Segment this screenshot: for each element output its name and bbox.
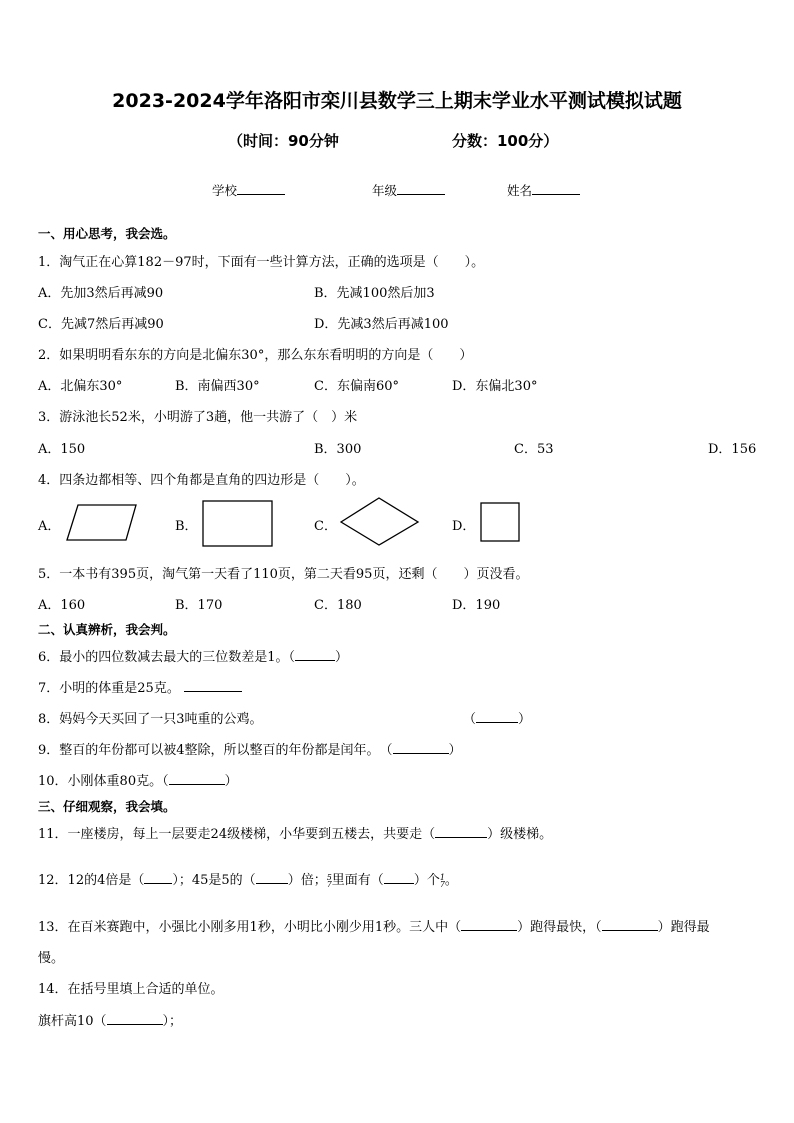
question-2: 2．如果明明看东东的方向是北偏东30°，那么东东看明明的方向是（ ）: [38, 348, 473, 363]
q7-text: 7．小明的体重是25克。: [38, 681, 180, 696]
q12-part6: 。: [444, 873, 458, 888]
fraction-1-7-den: 7: [439, 879, 445, 889]
rectangle-shape: [202, 500, 274, 548]
fraction-5-7-num: 5: [326, 872, 332, 882]
q3-option-b[interactable]: B．300: [314, 442, 362, 457]
question-8: [38, 708, 263, 727]
q10-text: 10．小刚体重80克。（: [38, 774, 169, 789]
question-9: [38, 739, 462, 758]
q1-option-d[interactable]: D．先减3然后再减100: [314, 317, 449, 332]
school-label: 学校: [212, 183, 238, 198]
question-4: 4．四条边都相等、四个角都是直角的四边形是（ ）。: [38, 473, 365, 488]
q13-part1: 13．在百米赛跑中，小强比小刚多用1秒，小明比小刚少用1秒。三人中（: [38, 920, 462, 935]
question-12: [38, 869, 458, 888]
question-5: 5．一本书有395页，淘气第一天看了110页，第二天看95页，还剩（ ）页没看。: [38, 567, 529, 582]
q14-item1-blank[interactable]: [107, 1012, 163, 1025]
question-6: [38, 646, 348, 665]
page-title: 2023-2024学年洛阳市栾川县数学三上期末学业水平测试模拟试题: [112, 90, 682, 112]
q5-option-b[interactable]: B．170: [175, 598, 223, 613]
q9-answer-blank[interactable]: [393, 741, 449, 754]
q14-item1-text: 旗杆高10（: [38, 1014, 107, 1029]
q10-close: ）: [224, 774, 238, 789]
q12-part5: ）个: [413, 873, 440, 888]
q2-option-b[interactable]: B．南偏西30°: [175, 379, 260, 394]
question-10: [38, 770, 238, 789]
q14-item1-close: ）；: [162, 1014, 183, 1029]
q7-answer-blank[interactable]: [184, 679, 242, 692]
q5-option-a[interactable]: A．160: [38, 598, 86, 613]
question-3: 3．游泳池长52米，小明游了3趟，他一共游了（ ）米: [38, 410, 358, 425]
question-14-item-1: [38, 1010, 182, 1029]
q8-open: （: [463, 712, 477, 727]
q12-part2: ）；45是5的（: [172, 873, 256, 888]
q12-part1: 12．12的4倍是（: [38, 873, 145, 888]
grade-label: 年级: [372, 183, 398, 198]
q4-option-a[interactable]: A．: [38, 519, 61, 534]
section-3-heading: 三、仔细观察，我会填。: [38, 799, 176, 814]
q4-option-d[interactable]: D．: [452, 519, 476, 534]
q12-part3: ）倍；: [287, 873, 327, 888]
name-field[interactable]: [507, 181, 580, 199]
question-13-line2: 慢。: [38, 951, 65, 966]
question-11: [38, 823, 552, 842]
question-7: [38, 677, 242, 696]
q13-part3: ）跑得最: [657, 920, 710, 935]
q13-blank-2[interactable]: [602, 918, 658, 931]
q13-blank-1[interactable]: [461, 918, 517, 931]
score-label: 分数：100分）: [452, 132, 559, 150]
q5-option-c[interactable]: C．180: [314, 598, 362, 613]
q8-answer: [463, 708, 531, 727]
q12-part4: 里面有（: [331, 873, 384, 888]
section-2-heading: 二、认真辨析，我会判。: [38, 622, 176, 637]
time-label: （时间：90分钟: [228, 132, 339, 150]
q4-option-c[interactable]: C．: [314, 519, 337, 534]
fraction-1-7-num: 1: [439, 872, 445, 882]
q11-answer-blank[interactable]: [435, 825, 487, 838]
q9-text: 9．整百的年份都可以被4整除，所以整百的年份都是闰年。 （: [38, 743, 393, 758]
question-14: 14．在括号里填上合适的单位。: [38, 982, 224, 997]
q2-option-a[interactable]: A．北偏东30°: [38, 379, 123, 394]
q10-answer-blank[interactable]: [169, 772, 225, 785]
q8-text: 8．妈妈今天买回了一只3吨重的公鸡。: [38, 712, 263, 727]
school-field[interactable]: [212, 181, 285, 199]
fraction-5-7-den: 7: [326, 879, 332, 889]
parallelogram-shape: [66, 504, 138, 542]
q2-option-d[interactable]: D．东偏北30°: [452, 379, 538, 394]
q2-option-c[interactable]: C．东偏南60°: [314, 379, 399, 394]
q8-answer-blank[interactable]: [476, 710, 518, 723]
q11-tail: ）级楼梯。: [487, 827, 553, 842]
name-label: 姓名: [507, 183, 533, 198]
question-1: 1．淘气正在心算182－97时，下面有一些计算方法，正确的选项是（ ）。: [38, 255, 485, 270]
q9-close: ）: [448, 743, 462, 758]
q1-option-b[interactable]: B．先减100然后加3: [314, 286, 435, 301]
q12-blank-2[interactable]: [256, 871, 288, 884]
q6-text: 6．最小的四位数减去最大的三位数差是1。（: [38, 650, 296, 665]
q1-option-a[interactable]: A．先加3然后再减90: [38, 286, 164, 301]
q4-option-b[interactable]: B．: [175, 519, 198, 534]
q12-blank-3[interactable]: [384, 871, 414, 884]
q1-option-c[interactable]: C．先减7然后再减90: [38, 317, 164, 332]
q3-option-a[interactable]: A．150: [38, 442, 86, 457]
rhombus-shape: [340, 497, 420, 547]
question-13: [38, 916, 710, 935]
q5-option-d[interactable]: D．190: [452, 598, 501, 613]
q3-option-d[interactable]: D．156: [708, 442, 757, 457]
q12-blank-1[interactable]: [144, 871, 172, 884]
q8-close: ）: [518, 712, 532, 727]
grade-field[interactable]: [372, 181, 445, 199]
section-1-heading: 一、用心思考，我会选。: [38, 226, 176, 241]
q11-text: 11．一座楼房，每上一层要走24级楼梯，小华要到五楼去，共要走（: [38, 827, 436, 842]
q3-option-c[interactable]: C．53: [514, 442, 554, 457]
q6-answer-blank[interactable]: [295, 648, 335, 661]
q13-part2: ）跑得最快，（: [517, 920, 602, 935]
square-shape: [480, 502, 522, 544]
q6-close: ）: [335, 650, 349, 665]
